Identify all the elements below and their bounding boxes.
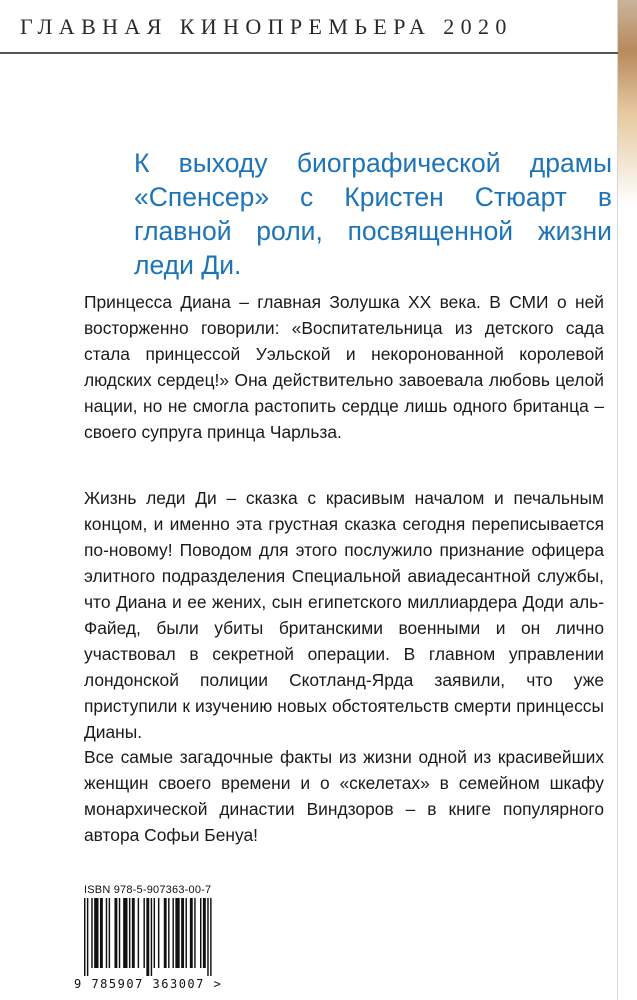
paragraph-3: Все самые загадочные факты из жизни одной из красивейших женщин своего времени и о «скелетах» в семейном шкафу монархической династии Виндзоров – в книге популярного автора Софьи Бенуа! [84, 747, 604, 845]
barcode-bar [106, 898, 107, 968]
barcode-bar [164, 898, 167, 968]
barcode-bar [200, 898, 201, 968]
page-edge-line [617, 0, 618, 1000]
paragraph-1: Принцесса Диана – главная Золушка XX века. В СМИ о ней восторженно говорили: «Воспитательница из детского сада стала принцессой Уэльской и некоронованной королевой людских сердец!» Она действительно завоевала любовь целой нации, но не смогла растопить сердце лишь одного британца – своего супруга принца Чарльза. [84, 292, 604, 442]
barcode-bar [158, 898, 159, 968]
barcode-bar [143, 898, 144, 968]
premiere-banner: ГЛАВНАЯ КИНОПРЕМЬЕРА 2020 [20, 14, 513, 39]
barcode-bar [190, 898, 193, 968]
barcode-bar [181, 898, 184, 968]
barcode-bar [129, 898, 130, 968]
barcode-bar [87, 898, 88, 976]
paragraph-2: Жизнь леди Ди – сказка с красивым началом и печальным концом, и именно эта грустная сказка сегодня переписывается по-новому! Поводом для этого послужило признание офицера элитного подразделения Специальной авиадесантной службы, что Диана и ее жених, сын египетского миллиардера Доди аль-Файед, были убиты британскими военными и он лично участвовал в секретной операции. В главном управлении лондонской полиции Скотланд-Ярда заявили, что уже приступили к изучению новых обстоятельств смерти принцессы Дианы. [84, 488, 604, 742]
barcode-bar [84, 898, 85, 976]
barcode-bar [114, 898, 117, 968]
barcode-bar [207, 898, 208, 976]
barcode-bar [109, 898, 110, 968]
barcode-bar [91, 898, 92, 968]
barcode-block [70, 884, 276, 990]
cover-edge-strip [618, 0, 637, 205]
banner-divider [0, 52, 618, 54]
barcode-bar [210, 898, 211, 976]
barcode-bar [146, 898, 149, 976]
barcode-bar [123, 898, 127, 968]
barcode-bar [194, 898, 195, 968]
barcode-bar [138, 898, 139, 968]
barcode-digits: 9 785907 363007 > [74, 977, 223, 991]
barcode-bar [119, 898, 120, 968]
barcode-bar [94, 898, 98, 968]
barcode-bar [168, 898, 169, 968]
barcode-bar [203, 898, 206, 968]
lead-paragraph: К выходу биографической драмы «Спенсер» с Кристен Стюарт в главной роли, посвященной жизни леди Ди. [134, 148, 612, 280]
barcode-bar [100, 898, 103, 968]
barcode-bar [154, 898, 155, 968]
barcode-bar [132, 898, 135, 968]
barcode-bar [151, 898, 152, 976]
isbn-label: ISBN 978-5-907363-00-7 [84, 884, 212, 896]
barcode-bar [175, 898, 179, 968]
barcode-bar [186, 898, 187, 968]
barcode-bars [82, 898, 262, 976]
barcode-bar [172, 898, 173, 968]
